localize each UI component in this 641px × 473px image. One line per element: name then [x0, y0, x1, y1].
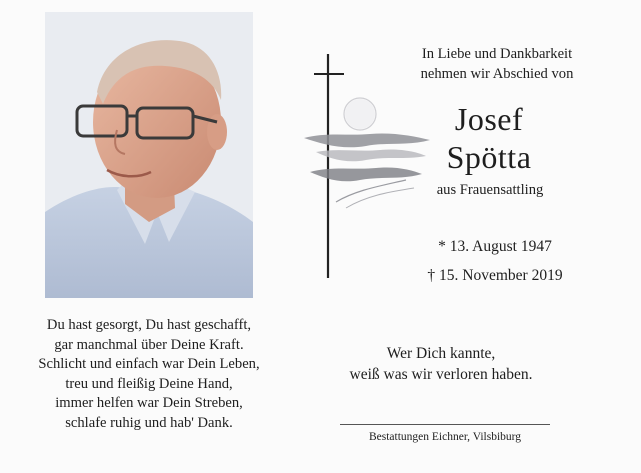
- poem-line: schlafe ruhig und hab' Dank.: [65, 414, 233, 431]
- deceased-name: [424, 100, 554, 176]
- poem-line: immer helfen war Dein Streben,: [55, 395, 243, 412]
- intro-line-1: In Liebe und Dankbarkeit: [421, 46, 573, 62]
- origin-text: aus Frauensattling: [436, 182, 544, 198]
- intro-text: [372, 44, 622, 84]
- death-date: † 15. November 2019: [427, 267, 563, 284]
- poem: [6, 316, 292, 434]
- closing-quote: [316, 343, 566, 385]
- quote-line-2: weiß was wir verloren haben.: [349, 366, 533, 383]
- portrait-photo: [45, 12, 253, 298]
- life-dates: [390, 232, 600, 290]
- poem-line: gar manchmal über Deine Kraft.: [54, 336, 244, 353]
- quote-line-1: Wer Dich kannte,: [386, 345, 496, 362]
- undertaker-credit: Bestattungen Eichner, Vilsbiburg: [368, 431, 522, 443]
- poem-line: Schlicht und einfach war Dein Leben,: [38, 356, 260, 373]
- intro-line-2: nehmen wir Abschied von: [420, 66, 574, 82]
- footer-divider: [340, 424, 550, 425]
- poem-line: treu und fleißig Deine Hand,: [65, 375, 233, 392]
- first-name: Josef: [454, 101, 524, 137]
- poem-line: Du hast gesorgt, Du hast geschafft,: [46, 317, 252, 333]
- birth-date: * 13. August 1947: [438, 238, 552, 255]
- last-name: Spötta: [446, 139, 532, 175]
- portrait-illustration: [45, 12, 253, 298]
